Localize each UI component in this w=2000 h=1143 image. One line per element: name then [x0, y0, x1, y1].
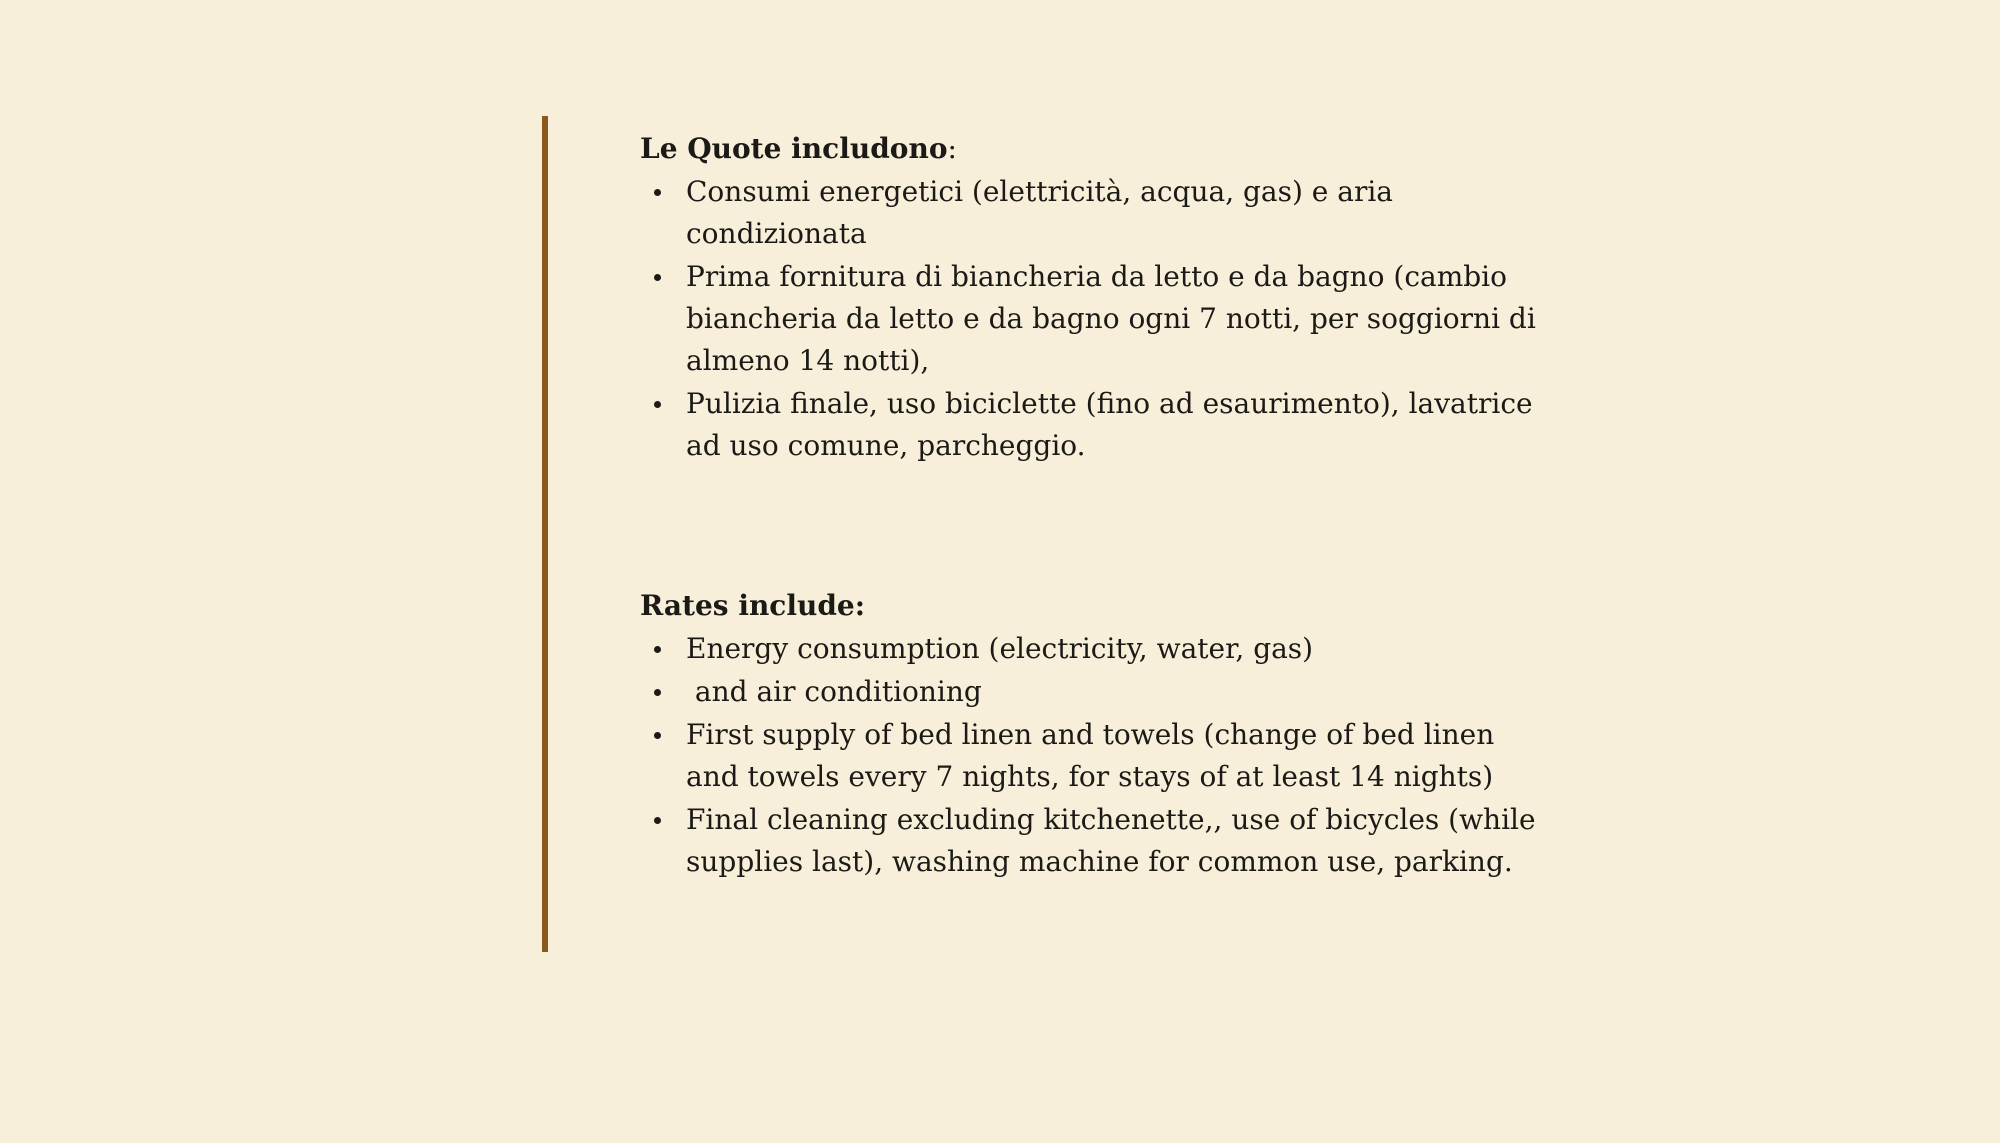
- italian-heading-colon: :: [947, 132, 957, 165]
- vertical-accent-bar: [542, 116, 548, 952]
- rates-content: [640, 128, 1540, 883]
- english-list: [640, 628, 1540, 883]
- list-item: Final cleaning excluding kitchenette,, use of bicycles (while supplies last), washing machine for common use, parking.: [640, 799, 1540, 883]
- italian-heading-bold: Le Quote includono: [640, 132, 948, 165]
- italian-list: [640, 171, 1540, 467]
- list-item: Prima fornitura di biancheria da letto e da bagno (cambio biancheria da letto e da bagno ogni 7 notti, per soggiorni di almeno 14 notti),: [640, 256, 1540, 382]
- list-item: First supply of bed linen and towels (change of bed linen and towels every 7 nights, for stays of at least 14 nights): [640, 714, 1540, 798]
- list-item: Energy consumption (electricity, water, gas): [640, 628, 1540, 670]
- italian-heading: [640, 128, 1540, 170]
- list-item: and air conditioning: [640, 671, 1540, 713]
- italian-section: [640, 128, 1540, 467]
- list-item: Pulizia finale, uso biciclette (fino ad esaurimento), lavatrice ad uso comune, parcheggio.: [640, 383, 1540, 467]
- english-heading: Rates include:: [640, 589, 866, 622]
- list-item: Consumi energetici (elettricità, acqua, gas) e aria condizionata: [640, 171, 1540, 255]
- english-section: [640, 585, 1540, 883]
